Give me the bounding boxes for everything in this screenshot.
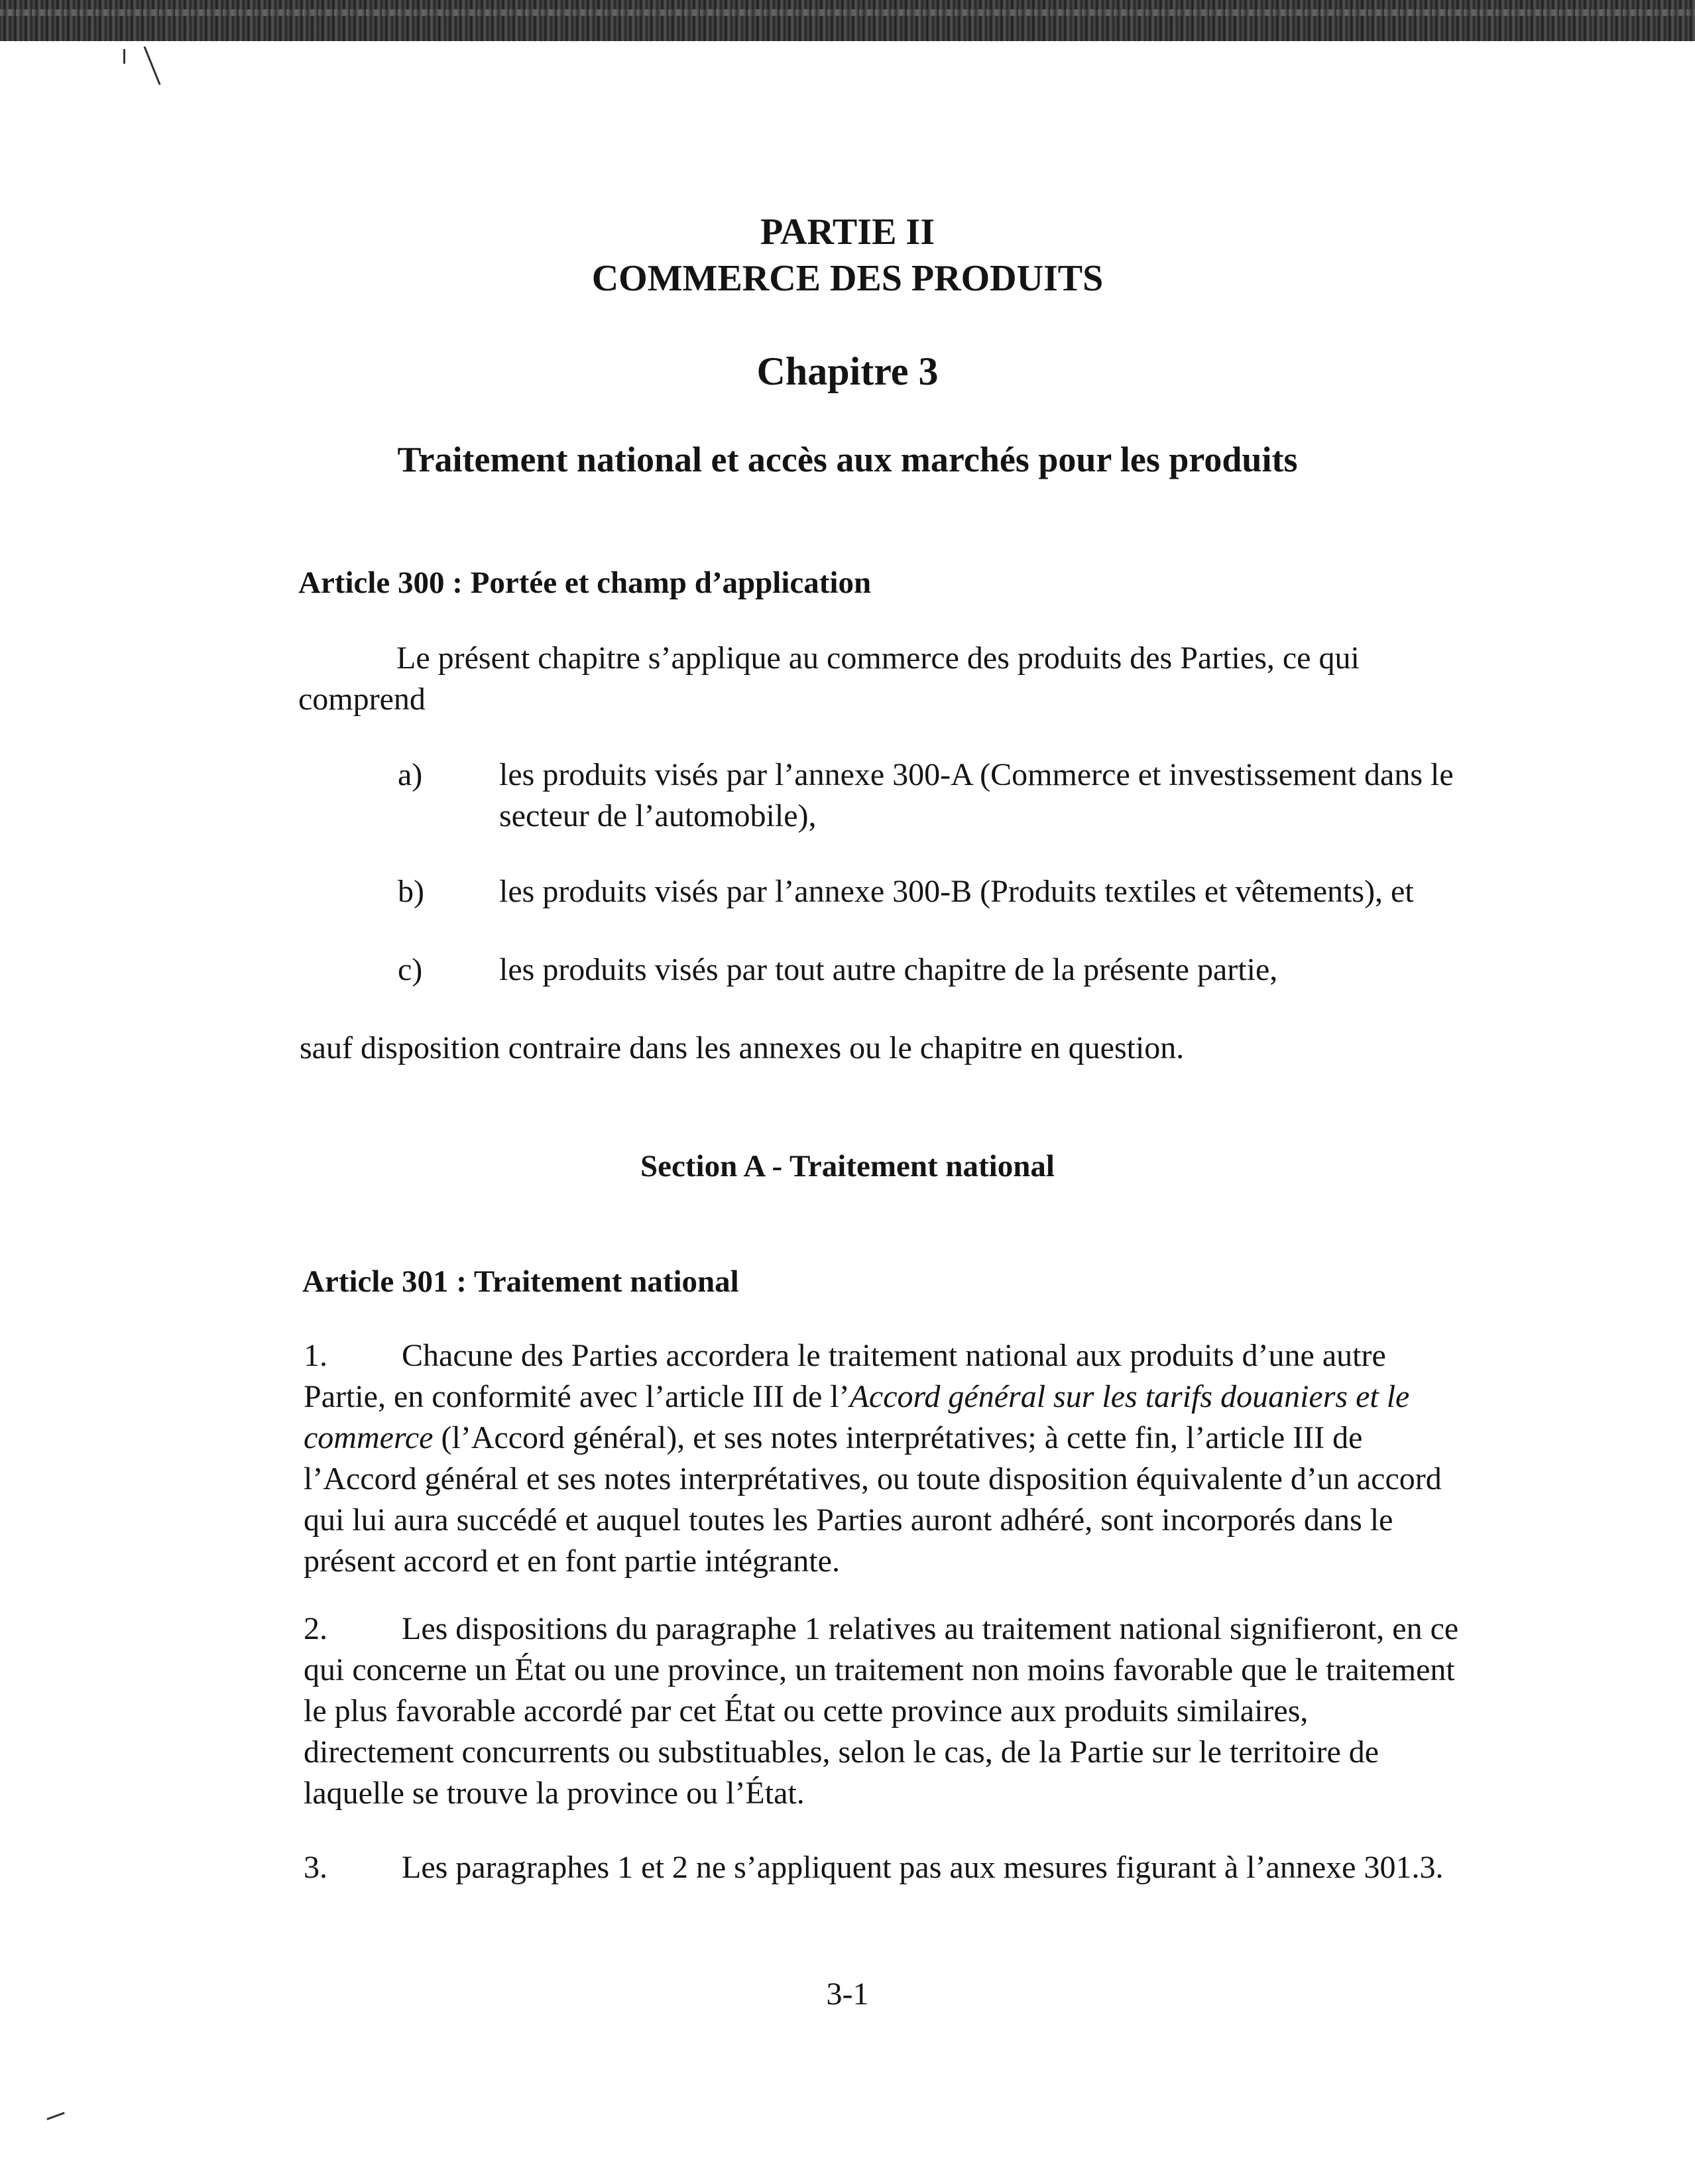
article-301-heading: Article 301 : Traitement national bbox=[302, 1264, 739, 1299]
paragraph-line: le plus favorable accordé par cet État ou cette province aux produits similaires, bbox=[304, 1693, 1309, 1729]
list-item-line: les produits visés par l’annexe 300-A (Commerce et investissement dans le bbox=[499, 757, 1454, 792]
chapter-title: Traitement national et accès aux marchés pour les produits bbox=[397, 440, 1298, 479]
list-marker: c) bbox=[398, 952, 423, 987]
list-item-a bbox=[398, 755, 1657, 837]
scan-mark bbox=[143, 46, 160, 86]
intro-line: comprend bbox=[298, 682, 426, 717]
paragraph-line: qui concerne un État ou une province, un traitement non moins favorable que le traitement bbox=[304, 1652, 1455, 1687]
paragraph-number: 2. bbox=[304, 1611, 327, 1646]
agreement-title-italic: commerce bbox=[304, 1420, 434, 1455]
paragraph-line: Les paragraphes 1 et 2 ne s’appliquent pas aux mesures figurant à l’annexe 301.3. bbox=[402, 1850, 1444, 1885]
scan-artifact-band bbox=[0, 0, 1695, 41]
paragraph-line: Chacune des Parties accordera le traitement national aux produits d’une autre bbox=[402, 1338, 1386, 1373]
agreement-title-italic: Accord général sur les tarifs douaniers et le bbox=[849, 1379, 1410, 1414]
scan-mark bbox=[46, 2112, 64, 2120]
article-300-heading: Article 300 : Portée et champ d’application bbox=[298, 566, 872, 600]
paragraph-line: Partie, en conformité avec l’article III de l’Accord général sur les tarifs douaniers et le bbox=[304, 1379, 1410, 1414]
paragraph-line: Les dispositions du paragraphe 1 relatives au traitement national signifieront, en ce bbox=[402, 1611, 1459, 1646]
article-300-closing: sauf disposition contraire dans les annexes ou le chapitre en question. bbox=[300, 1030, 1185, 1065]
list-item-line: les produits visés par l’annexe 300-B (Produits textiles et vêtements), et bbox=[499, 874, 1414, 909]
section-a-heading: Section A - Traitement national bbox=[640, 1149, 1055, 1183]
paragraph-line: qui lui aura succédé et auquel toutes les Parties auront adhéré, sont incorporés dans le bbox=[304, 1502, 1393, 1538]
paragraph-line: laquelle se trouve la province ou l’État. bbox=[304, 1776, 805, 1811]
list-marker: a) bbox=[398, 757, 423, 792]
paragraph-line: commerce (l’Accord général), et ses notes interprétatives; à cette fin, l’article III de bbox=[304, 1420, 1363, 1455]
list-item-line: les produits visés par tout autre chapitre de la présente partie, bbox=[499, 952, 1278, 987]
list-item-b bbox=[398, 871, 1657, 912]
article-301-paragraph-3 bbox=[304, 1847, 1669, 1888]
paragraph-line: directement concurrents ou substituables, selon le cas, de la Partie sur le territoire de bbox=[304, 1734, 1379, 1770]
list-item-line: secteur de l’automobile), bbox=[499, 798, 817, 833]
page-number: 3-1 bbox=[826, 1976, 869, 2012]
paragraph-line: présent accord et en font partie intégrante. bbox=[304, 1544, 840, 1579]
paragraph-number: 3. bbox=[304, 1850, 327, 1885]
scan-mark bbox=[123, 49, 125, 64]
part-number: PARTIE II bbox=[760, 212, 935, 253]
article-301-paragraph-1 bbox=[304, 1335, 1669, 1582]
paragraph-line: l’Accord général et ses notes interprétatives, ou toute disposition équivalente d’un accord bbox=[304, 1461, 1442, 1496]
paragraph-number: 1. bbox=[304, 1338, 327, 1373]
intro-line: Le présent chapitre s’applique au commerce des produits des Parties, ce qui bbox=[396, 640, 1360, 676]
part-title: COMMERCE DES PRODUITS bbox=[591, 258, 1104, 299]
article-301-paragraph-2 bbox=[304, 1608, 1669, 1814]
chapter-number: Chapitre 3 bbox=[756, 349, 939, 393]
list-item-c bbox=[398, 949, 1657, 991]
article-300-intro bbox=[298, 638, 1360, 720]
list-marker: b) bbox=[398, 874, 424, 909]
